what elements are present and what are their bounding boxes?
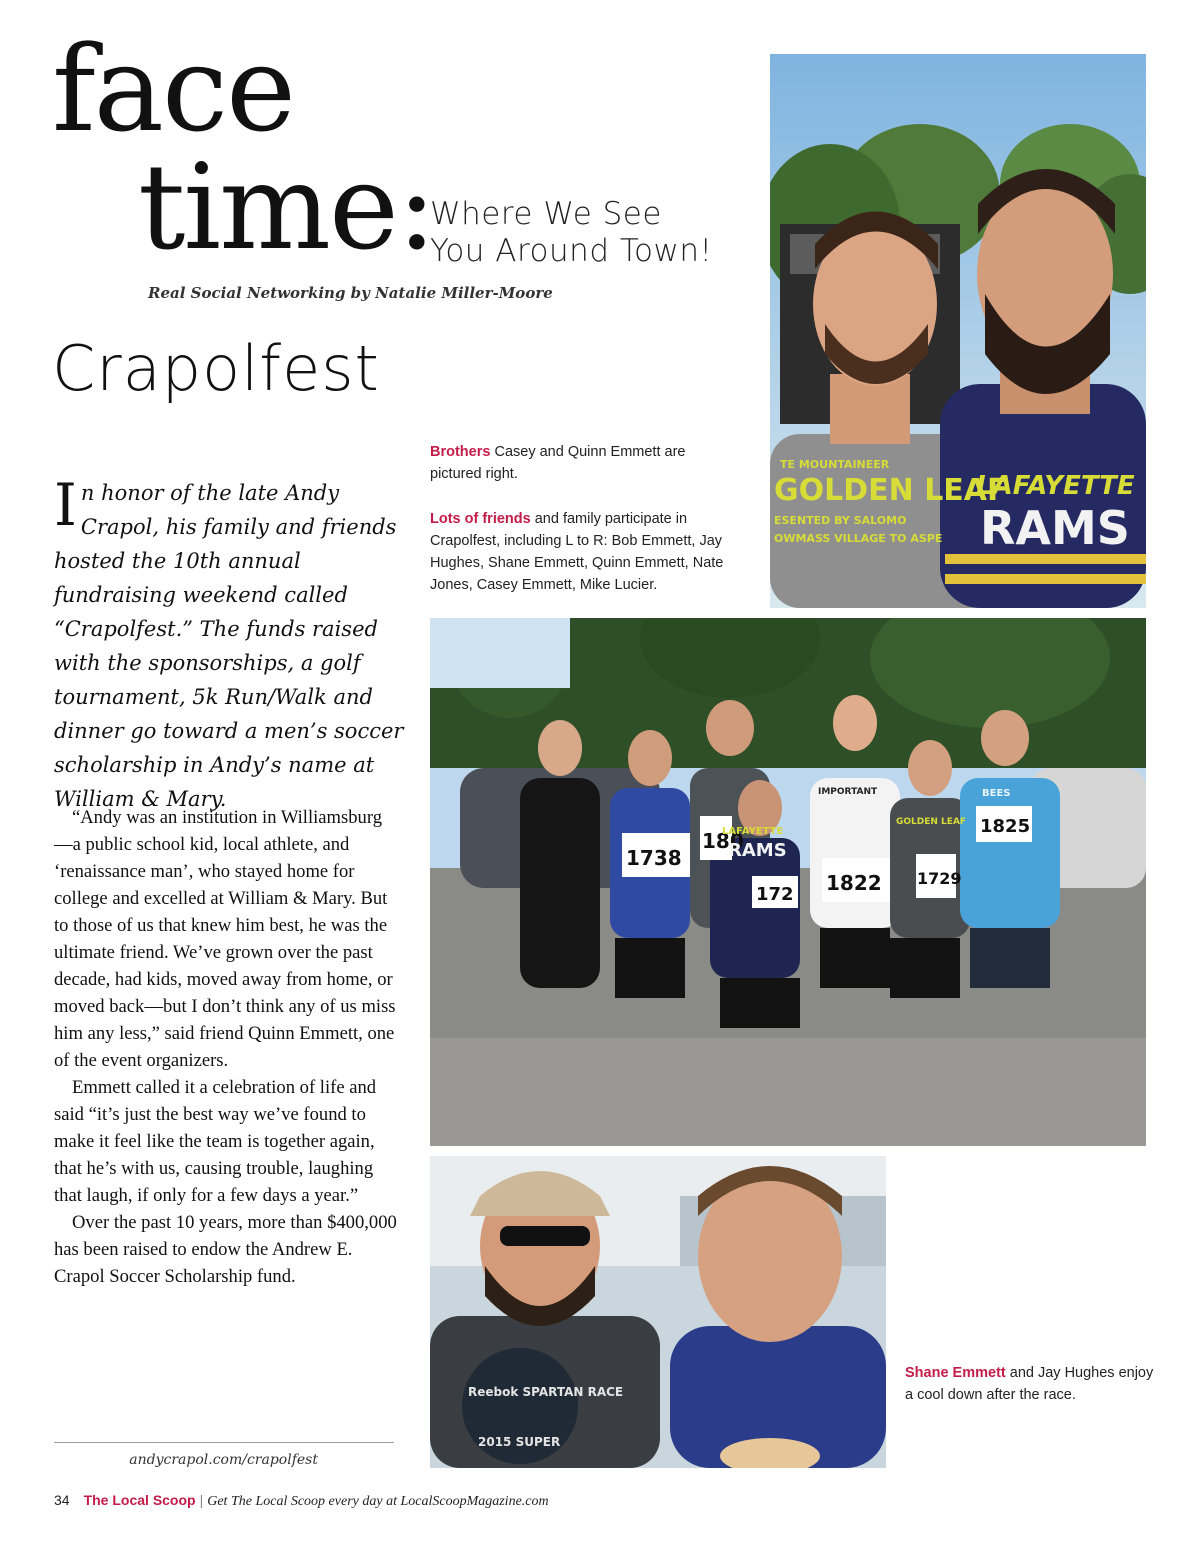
footer-promo: Get The Local Scoop every day at LocalScoopMagazine.com bbox=[207, 1494, 549, 1509]
event-title: Crapolfest bbox=[52, 332, 380, 405]
body-paragraph-2: Emmett called it a celebration of life and said “it’s just the best way we’ve found to make it feel like the team is together again, that he’s with us, causing trouble, laughing that laugh, if only for a few days a year.” bbox=[54, 1077, 377, 1206]
title-line-face: face bbox=[52, 20, 294, 158]
bib-1: 1738 bbox=[626, 846, 682, 870]
body-paragraph-3: Over the past 10 years, more than $400,000 has been raised to endow the Andrew E. Crapol Soccer Scholarship fund. bbox=[54, 1212, 397, 1287]
shirt-text-left-1: TE MOUNTAINEER bbox=[780, 458, 890, 471]
group-shirt-rams-1: LAFAYETTE bbox=[722, 826, 784, 837]
article-body bbox=[54, 804, 399, 1290]
caption-brothers-lead: Brothers bbox=[430, 444, 491, 460]
shirt-text-left-4: OWMASS VILLAGE TO ASPE bbox=[774, 532, 943, 545]
website-link[interactable]: andycrapol.com/crapolfest bbox=[129, 1452, 318, 1468]
group-shirt-rams-2: RAMS bbox=[728, 840, 787, 861]
bib-2: 180 bbox=[702, 829, 744, 853]
shirt-text-right-2: RAMS bbox=[980, 501, 1130, 555]
group-shirt-golden: GOLDEN LEAF bbox=[896, 817, 967, 827]
title-line-time: time: bbox=[138, 138, 435, 276]
bib-6: 1825 bbox=[980, 816, 1031, 837]
bib-4: 1822 bbox=[826, 871, 882, 895]
shirt-text-left-2: GOLDEN LEAF bbox=[774, 473, 1008, 508]
group-shirt-bees: BEES bbox=[982, 788, 1011, 799]
caption-brothers bbox=[430, 441, 740, 485]
tagline-line-1: Where We See bbox=[430, 196, 662, 232]
caption-friends-text: and family participate in Crapolfest, including L to R: Bob Emmett, Jay Hughes, Shane Emmett, Quinn Emmett, Nate Jones, Casey Emmett, Mike Lucier. bbox=[430, 511, 724, 593]
caption-cooldown bbox=[905, 1362, 1155, 1406]
byline: Real Social Networking by Natalie Miller-Moore bbox=[148, 284, 553, 302]
caption-brothers-text: Casey and Quinn Emmett are pictured right. bbox=[430, 444, 686, 482]
cooldown-shirt-text: Reebok SPARTAN RACE bbox=[468, 1385, 624, 1399]
page-number: 34 bbox=[54, 1492, 70, 1508]
divider-rule bbox=[54, 1442, 394, 1443]
photo-cooldown bbox=[430, 1156, 886, 1468]
drop-cap: I bbox=[54, 471, 77, 539]
caption-cooldown-text: and Jay Hughes enjoy a cool down after the race. bbox=[905, 1365, 1154, 1403]
shirt-text-right-1: LAFAYETTE bbox=[976, 471, 1135, 501]
tagline bbox=[430, 196, 712, 270]
bib-5: 1729 bbox=[917, 869, 962, 888]
photo-brothers bbox=[770, 54, 1146, 608]
photo-group bbox=[430, 618, 1146, 1146]
intro-paragraph bbox=[54, 471, 404, 816]
caption-cooldown-lead: Shane Emmett bbox=[905, 1365, 1006, 1381]
caption-friends-lead: Lots of friends bbox=[430, 511, 531, 527]
body-paragraph-1: “Andy was an institution in Williamsburg—a public school kid, local athlete, and ‘renaissance man’, who stayed home for college and excelled at William & Mary. But to those of us that knew him best, he was the ultimate friend. We’ve grown over the past decade, had kids, moved away from home, or moved back—but I don’t think any of us miss him any less,” said friend Quinn Emmett, one of the event organizers. bbox=[54, 807, 396, 1071]
intro-text: n honor of the late Andy Crapol, his family and friends hosted the 10th annual fundraising weekend called “Crapolfest.” The funds raised with the sponsorships, a golf tournament, 5k Run/Walk and dinner go toward a men’s soccer scholarship in Andy’s name at William & Mary. bbox=[54, 481, 404, 811]
page-footer bbox=[54, 1492, 549, 1510]
cooldown-shirt-year: 2015 SUPER bbox=[478, 1435, 561, 1449]
shirt-text-left-3: ESENTED BY SALOMO bbox=[774, 514, 907, 527]
bib-3: 172 bbox=[756, 884, 794, 905]
caption-friends bbox=[430, 508, 755, 596]
footer-separator: | bbox=[199, 1492, 204, 1508]
group-shirt-important: IMPORTANT bbox=[818, 787, 878, 797]
tagline-line-2: You Around Town! bbox=[430, 233, 713, 269]
magazine-name: The Local Scoop bbox=[83, 1492, 196, 1508]
